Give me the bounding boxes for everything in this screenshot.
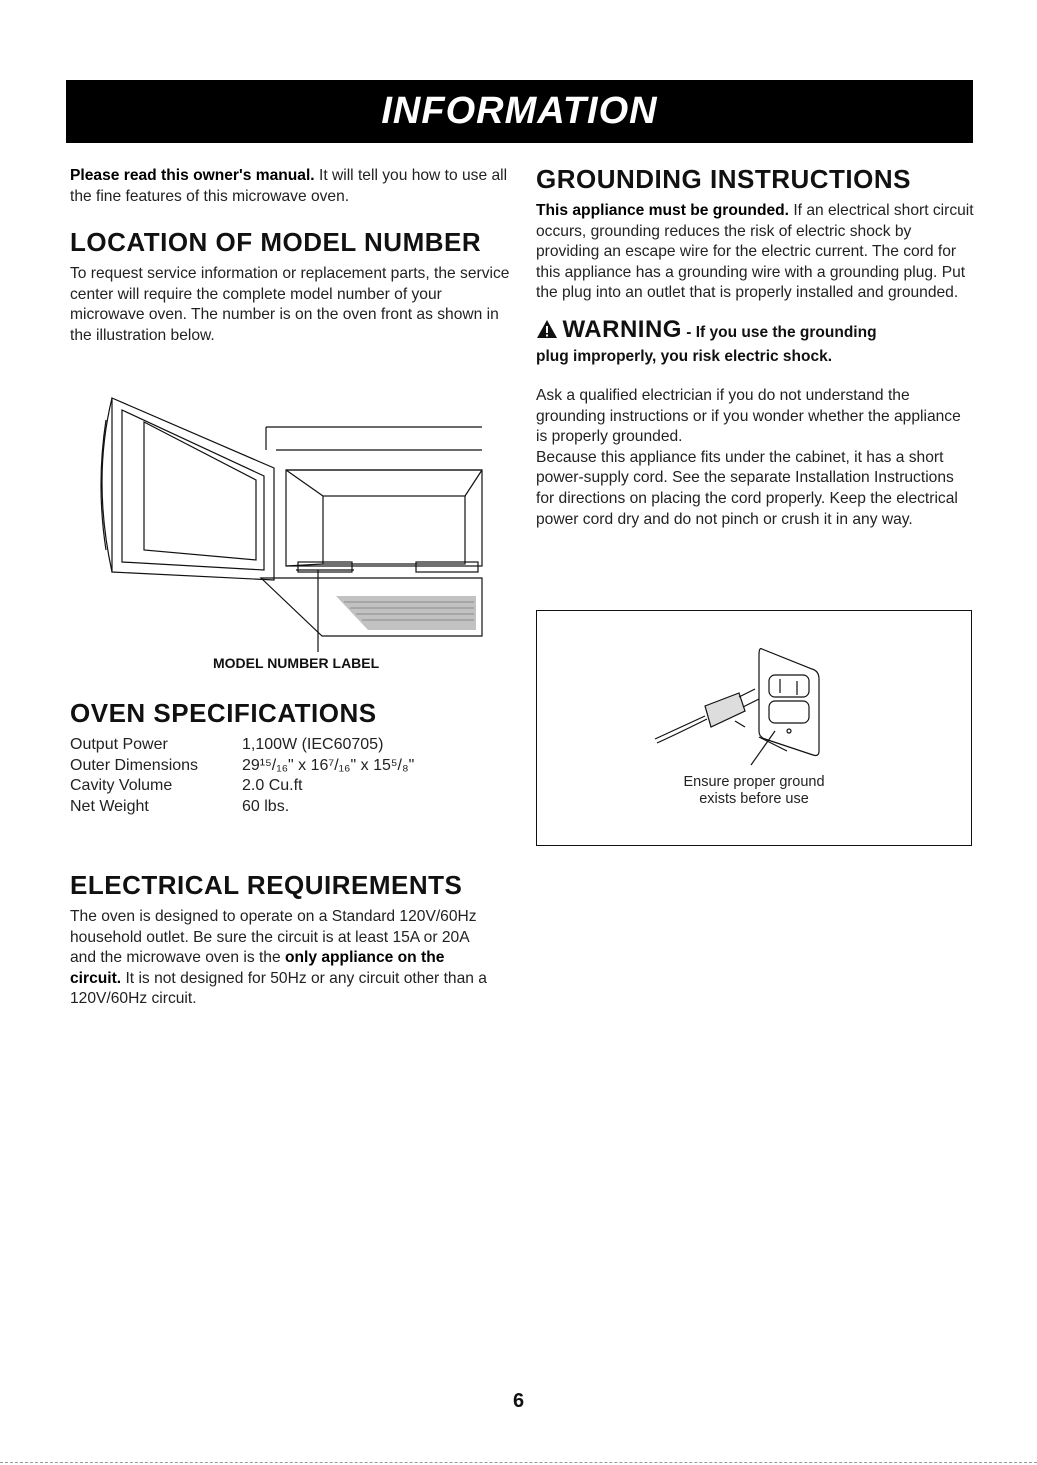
grounding-para-3: Because this appliance fits under the cabinet, it has a short power-supply cord. See the separate Installation Instructions for directions on placing the cord properly. Keep the electrical power cord dry and do not pinch or crush it in any way. xyxy=(536,448,958,528)
grounding-heading: GROUNDING INSTRUCTIONS xyxy=(536,164,911,194)
spec-label: Outer Dimensions xyxy=(70,756,199,774)
warning-line-1 xyxy=(536,316,976,344)
electrical-heading: ELECTRICAL REQUIREMENTS xyxy=(70,870,463,900)
plug-outlet-illustration xyxy=(647,641,847,771)
intro-section xyxy=(70,166,510,207)
spec-value: 60 lbs. xyxy=(242,797,290,815)
warning-rest: - If you use the grounding xyxy=(681,323,877,341)
grounding-figure-caption xyxy=(537,774,971,808)
electrical-paragraph xyxy=(70,907,490,1010)
specs-table xyxy=(70,735,510,817)
specs-heading: OVEN SPECIFICATIONS xyxy=(70,698,377,728)
caption-line-2: exists before use xyxy=(699,791,809,807)
spec-value: 29¹⁵/₁₆" x 16⁷/₁₆" x 15⁵/₈" xyxy=(242,756,415,774)
grounding-paragraph xyxy=(536,201,976,304)
warning-word: WARNING xyxy=(562,315,682,343)
spec-row xyxy=(70,776,510,797)
intro-text: It will tell you how to use all the fine features of this microwave oven. xyxy=(70,167,508,205)
spec-value: 1,100W (IEC60705) xyxy=(242,736,384,753)
page-number: 6 xyxy=(512,1390,525,1412)
intro-lead: Please read this owner's manual. xyxy=(70,167,315,184)
electrical-text-a: The oven is designed to operate on a Standard 120V/60Hz household outlet. Be sure the circuit is at least 15A or 20A and the microwave oven is the xyxy=(70,908,477,967)
page-banner: INFORMATION xyxy=(66,80,973,143)
specs-section xyxy=(70,698,510,817)
spec-row xyxy=(70,797,510,818)
spec-label: Cavity Volume xyxy=(70,777,173,795)
spec-row xyxy=(70,735,510,756)
electrical-section xyxy=(70,870,490,1010)
location-paragraph: To request service information or replacement parts, the service center will require the complete model number of your microwave oven. The number is on the oven front as shown in the illustration below. xyxy=(70,265,510,344)
warning-line-2: plug improperly, you risk electric shock. xyxy=(536,347,833,365)
grounding-lead: This appliance must be grounded. xyxy=(536,202,789,219)
location-section xyxy=(70,227,510,346)
location-heading: LOCATION OF MODEL NUMBER xyxy=(70,227,482,257)
warning-block xyxy=(536,316,976,366)
spec-label: Output Power xyxy=(70,736,168,753)
spec-value: 2.0 Cu.ft xyxy=(242,777,303,795)
intro-paragraph xyxy=(70,166,510,207)
microwave-illustration xyxy=(86,390,496,660)
warning-triangle-icon xyxy=(536,319,558,339)
grounding-section xyxy=(536,164,976,530)
caption-line-1: Ensure proper ground xyxy=(683,774,825,790)
grounding-text: If an electrical short circuit occurs, grounding reduces the risk of electric shock by providing an escape wire for the electric current. The cord for this appliance has a grounding wire with a grounding plug. Put the plug into an outlet that is properly installed and grounded. xyxy=(536,202,974,302)
spec-label: Net Weight xyxy=(70,797,149,815)
bottom-rule xyxy=(0,1462,1037,1463)
model-number-label: MODEL NUMBER LABEL xyxy=(213,655,380,671)
grounding-figure xyxy=(536,610,972,846)
spec-row xyxy=(70,756,510,777)
grounding-para-2: Ask a qualified electrician if you do not understand the grounding instructions or if you wonder whether the appliance is properly grounded. xyxy=(536,386,961,446)
electrical-text-b: It is not designed for 50Hz or any circuit other than a 120V/60Hz circuit. xyxy=(70,969,487,1008)
electrical-bold: only appliance on the circuit. xyxy=(70,949,445,987)
